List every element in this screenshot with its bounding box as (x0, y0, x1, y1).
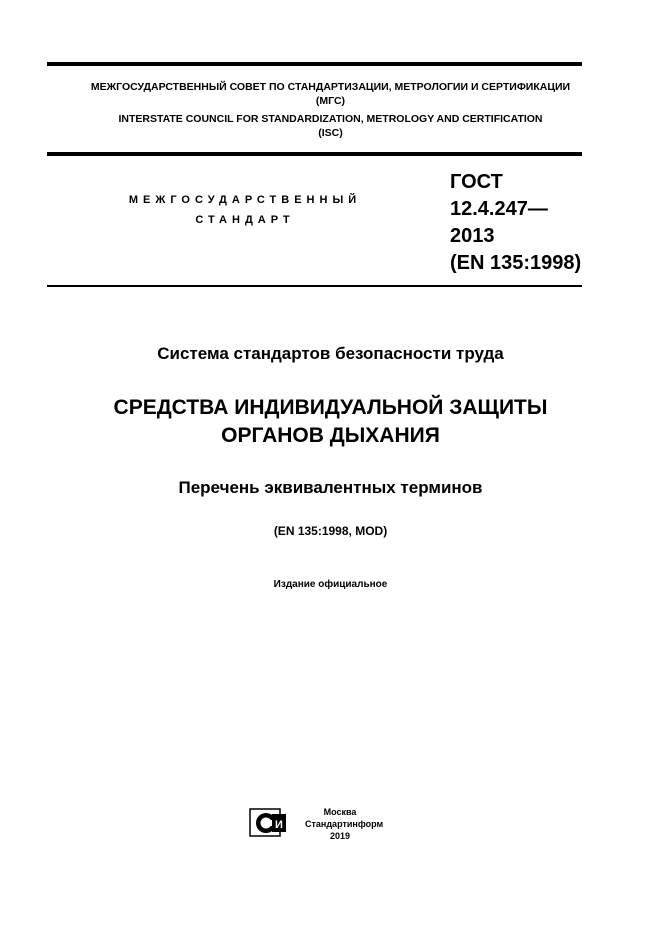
standartinform-logo-icon (249, 808, 289, 838)
council-en-line: INTERSTATE COUNCIL FOR STANDARDIZATION, METROLOGY AND CERTIFICATION (118, 113, 543, 125)
system-title: Система стандартов безопасности труда (157, 344, 504, 363)
main-title-line2: ОРГАНОВ ДЫХАНИЯ (221, 424, 440, 447)
svg-text:И: И (275, 819, 283, 831)
gost-number: 12.4.247— (450, 198, 548, 220)
gost-en-ref: (EN 135:1998) (450, 252, 582, 274)
gost-label: ГОСТ (450, 171, 503, 193)
subtitle: Перечень эквивалентных терминов (178, 478, 483, 497)
council-ru-abbr: (МГС) (315, 95, 346, 107)
publisher-city: Москва (323, 807, 357, 817)
publisher-name: Стандартинформ (305, 819, 384, 829)
council-en-abbr: (ISC) (318, 127, 343, 139)
council-ru-line: МЕЖГОСУДАРСТВЕННЫЙ СОВЕТ ПО СТАНДАРТИЗАЦИИ, МЕТРОЛОГИИ И СЕРТИФИКАЦИИ (90, 81, 571, 93)
council-bottom-rule (47, 152, 582, 156)
standard-label-line1: МЕЖГОСУДАРСТВЕННЫЙ (128, 194, 362, 206)
publisher-block (305, 806, 384, 842)
gost-year: 2013 (450, 225, 495, 247)
main-title-line1: СРЕДСТВА ИНДИВИДУАЛЬНОЙ ЗАЩИТЫ (113, 396, 548, 419)
standard-label-line2: СТАНДАРТ (195, 214, 295, 226)
publisher-year: 2019 (329, 831, 351, 841)
edition-note: Издание официальное (273, 579, 388, 590)
en-reference: (EN 135:1998, MOD) (273, 524, 388, 538)
header-bottom-rule (47, 285, 582, 287)
top-rule (47, 62, 582, 66)
